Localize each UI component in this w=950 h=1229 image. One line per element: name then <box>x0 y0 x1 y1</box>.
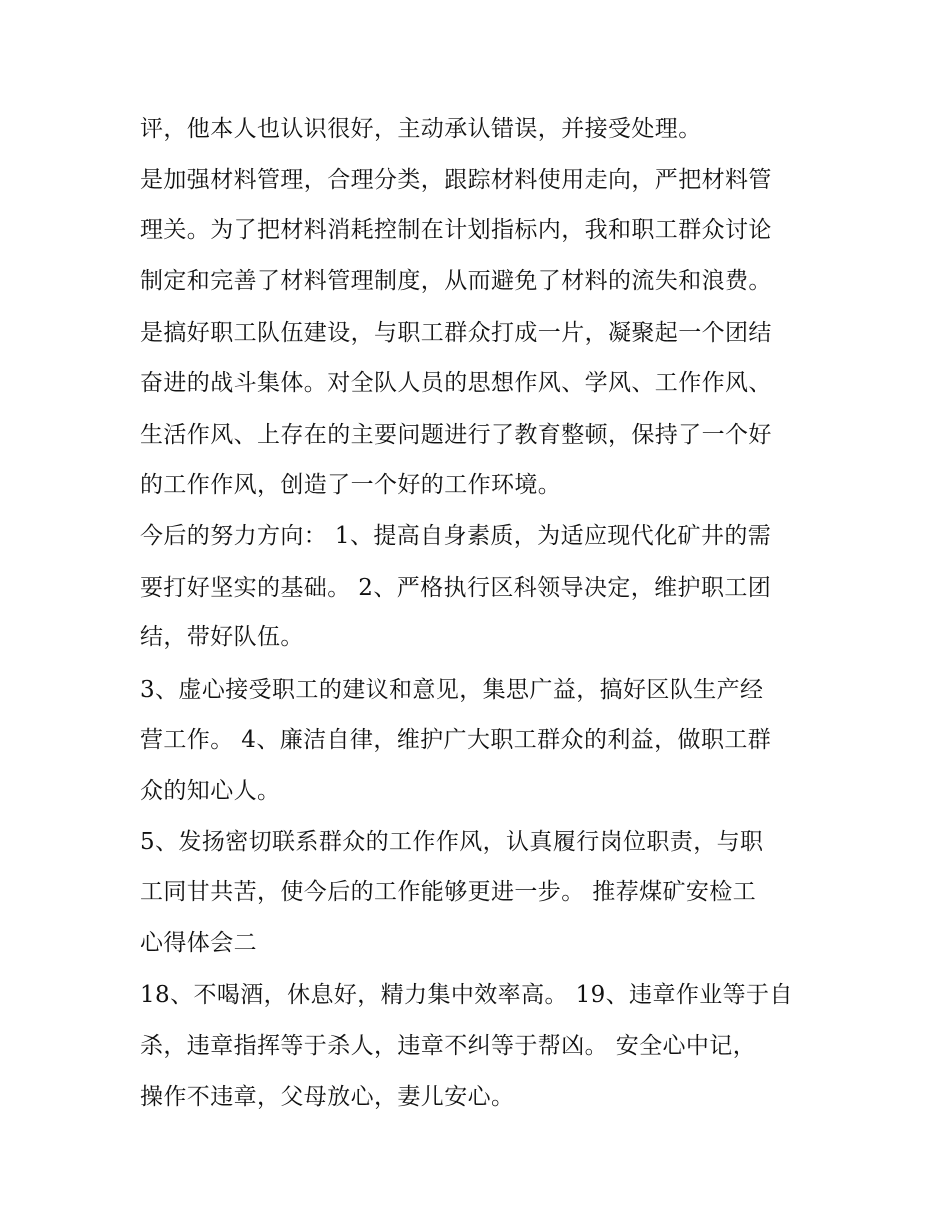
text-line: 理关。为了把材料消耗控制在计划指标内，我和职工群众讨论 <box>140 217 772 243</box>
text-line: 3、虚心接受职工的建议和意见，集思广益，搞好区队生产经 <box>140 677 764 703</box>
text-line: 杀，违章指挥等于杀人，违章不纠等于帮凶。 安全心中记， <box>140 1033 757 1059</box>
text-line: 工同甘共苦，使今后的工作能够更进一步。 推荐煤矿安检工 <box>140 879 757 905</box>
text-line: 结，带好队伍。 <box>140 624 304 650</box>
text-line: 心得体会二 <box>140 930 257 956</box>
text-line: 的工作作风，创造了一个好的工作环境。 <box>140 472 562 498</box>
text-line: 营工作。 4、廉洁自律，维护广大职工群众的利益，做职工群 <box>140 727 772 753</box>
text-line: 18、不喝酒，休息好，精力集中效率高。 19、违章作业等于自 <box>140 982 793 1008</box>
text-line: 5、发扬密切联系群众的工作作风，认真履行岗位职责，与职 <box>140 829 764 855</box>
text-line: 评，他本人也认识很好，主动承认错误，并接受处理。 <box>140 116 702 142</box>
text-line: 制定和完善了材料管理制度，从而避免了材料的流失和浪费。 <box>140 268 772 294</box>
text-line: 众的知心人。 <box>140 778 281 804</box>
text-line: 是搞好职工队伍建设，与职工群众打成一片，凝聚起一个团结 <box>140 320 772 346</box>
text-line: 今后的努力方向： 1、提高自身素质，为适应现代化矿井的需 <box>140 523 772 549</box>
text-line: 要打好坚实的基础。 2、严格执行区科领导决定，维护职工团 <box>140 575 772 601</box>
text-line: 是加强材料管理，合理分类，跟踪材料使用走向，严把材料管 <box>140 167 772 193</box>
text-line: 生活作风、上存在的主要问题进行了教育整顿，保持了一个好 <box>140 422 772 448</box>
text-line: 操作不违章，父母放心，妻儿安心。 <box>140 1084 515 1110</box>
text-line: 奋进的战斗集体。对全队人员的思想作风、学风、工作作风、 <box>140 370 772 396</box>
